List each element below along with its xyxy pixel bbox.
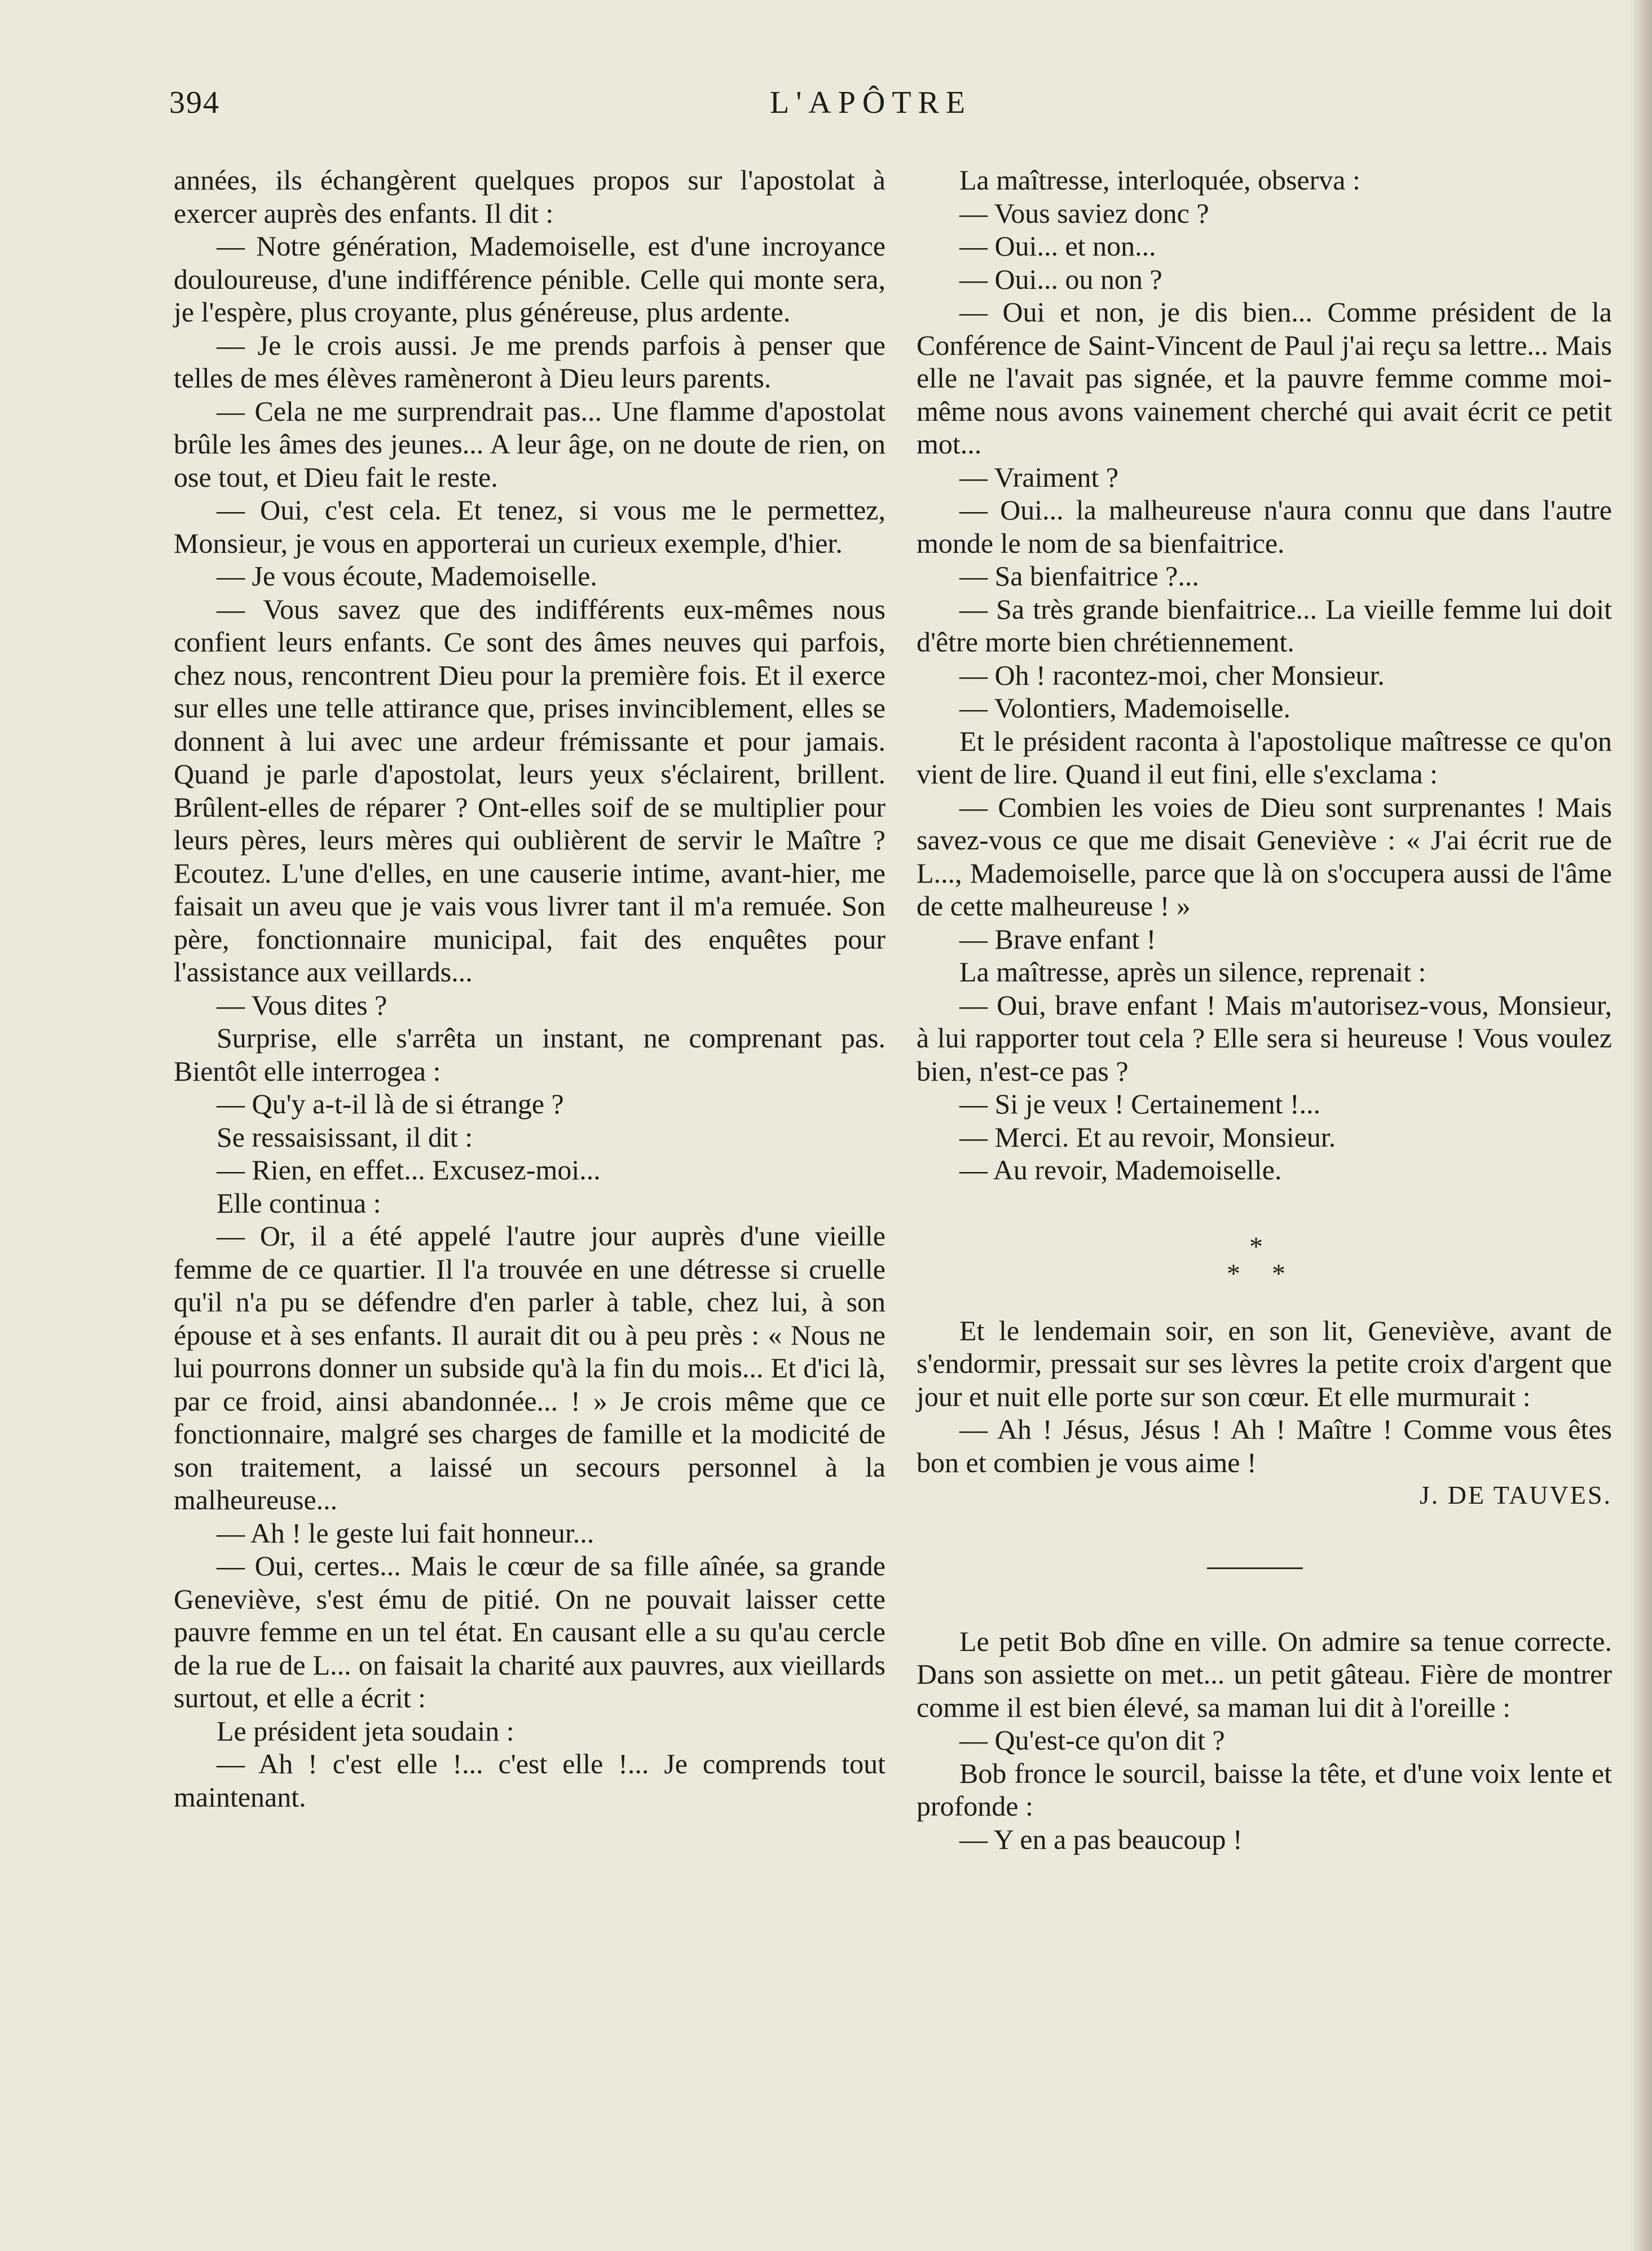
paragraph: — Vous saviez donc ? xyxy=(959,197,1209,229)
paragraph: années, ils échangèrent quelques propos sur l'apostolat à exercer auprès des enfants. Il dit : xyxy=(174,164,886,229)
running-title: L'APÔTRE xyxy=(770,85,972,120)
right-column xyxy=(917,164,1612,1856)
dialogue-section xyxy=(917,164,1612,1187)
paragraph: — Vous dites ? xyxy=(217,989,387,1021)
asterism-star: * xyxy=(1272,1258,1285,1289)
paragraph: — Oh ! racontez-moi, cher Monsieur. xyxy=(959,659,1385,691)
paragraph: — Au revoir, Mademoiselle. xyxy=(959,1154,1282,1186)
paragraph: — Qu'y a-t-il là de si étrange ? xyxy=(217,1088,564,1120)
asterism-star: * xyxy=(1227,1258,1240,1289)
paragraph: — Oui et non, je dis bien... Comme président de la Conférence de Saint-Vincent de Paul j'ai reçu sa lettre... Mais elle ne l'avait pas signée, et la pauvre femme comme moi-même nous avons vainement cherché qui avait écrit ce petit mot... xyxy=(917,296,1612,460)
paragraph: — Volontiers, Mademoiselle. xyxy=(959,692,1290,724)
paragraph: — Oui, certes... Mais le cœur de sa fille aînée, sa grande Geneviève, s'est ému de pitié. On ne pouvait laisser cette pauvre femme en un tel état. En causant elle a su qu'au cercle de la rue de L... on faisait la charité aux pauvres, aux vieillards surtout, et elle a écrit : xyxy=(174,1550,886,1713)
paragraph: — Notre génération, Mademoiselle, est d'une incroyance douloureuse, d'une indifférence pénible. Celle qui monte sera, je l'espère, plus croyante, plus généreuse, plus ardente. xyxy=(174,230,886,328)
paragraph: La maîtresse, après un silence, reprenait : xyxy=(959,956,1426,988)
paragraph: — Oui, c'est cela. Et tenez, si vous me le permettez, Monsieur, je vous en apporterai un curieux exemple, d'hier. xyxy=(174,494,886,559)
paragraph: — Je vous écoute, Mademoiselle. xyxy=(217,560,597,592)
paragraph: — Brave enfant ! xyxy=(959,923,1156,955)
paragraph: — Sa bienfaitrice ?... xyxy=(959,560,1199,592)
paragraph: — Oui... et non... xyxy=(959,230,1156,262)
paragraph: Surprise, elle s'arrêta un instant, ne comprenant pas. Bientôt elle interrogea : xyxy=(174,1022,886,1087)
paragraph: — Ah ! le geste lui fait honneur... xyxy=(217,1517,594,1549)
paragraph: Le petit Bob dîne en ville. On admire sa tenue correcte. Dans son assiette on met... un petit gâteau. Fière de montrer comme il est bien élevé, sa maman lui dit à l'oreille : xyxy=(917,1625,1612,1723)
paragraph: — Vous savez que des indifférents eux-mêmes nous confient leurs enfants. Ce sont des âmes neuves qui parfois, chez nous, rencontrent Dieu pour la première fois. Et il exerce sur elles une telle attirance que, prises invinciblement, elles se donnent à lui avec une ardeur frémissante et pour jamais. Quand je parle d'apostolat, leurs yeux s'éclairent, brillent. Brûlent-elles de réparer ? Ont-elles soif de se multiplier pour leurs pères, leurs mères qui oublièrent de servir le Maître ? Ecoutez. L'une d'elles, en une causerie intime, avant-hier, me faisait un aveu que je vais vous livrer tant il m'a remuée. Son père, fonctionnaire municipal, fait des enquêtes pour l'assistance aux veillards... xyxy=(174,593,886,988)
paragraph: — Cela ne me surprendrait pas... Une flamme d'apostolat brûle les âmes des jeunes... A leur âge, on ne doute de rien, on ose tout, et Dieu fait le reste. xyxy=(174,395,886,493)
paragraph: — Oui... la malheureuse n'aura connu que dans l'autre monde le nom de sa bienfaitrice. xyxy=(917,494,1612,559)
paragraph: Le président jeta soudain : xyxy=(217,1715,514,1747)
divider-line xyxy=(1207,1567,1303,1569)
paragraph: Se ressaisissant, il dit : xyxy=(217,1121,473,1153)
asterism-star: * xyxy=(1249,1231,1263,1262)
anecdote-section xyxy=(917,1625,1612,1856)
paragraph: — Je le crois aussi. Je me prends parfois à penser que telles de mes élèves ramèneront à Dieu leurs parents. xyxy=(174,329,886,394)
paragraph: — Vraiment ? xyxy=(959,461,1119,493)
paragraph: — Combien les voies de Dieu sont surprenantes ! Mais savez-vous ce que me disait Geneviève : « J'ai écrit rue de L..., Mademoiselle, parce que là on s'occupera aussi de l'âme de cette malheureuse ! » xyxy=(917,791,1612,922)
left-column xyxy=(174,164,886,1813)
paragraph: — Y en a pas beaucoup ! xyxy=(959,1823,1243,1855)
paragraph: — Si je veux ! Certainement !... xyxy=(959,1088,1321,1120)
paragraph: — Ah ! Jésus, Jésus ! Ah ! Maître ! Comme vous êtes bon et combien je vous aime ! xyxy=(917,1413,1612,1478)
paragraph: — Or, il a été appelé l'autre jour auprès d'une vieille femme de ce quartier. Il l'a trouvée en une détresse si cruelle qu'il n'a pu se défendre d'en parler à table, chez lui, à son épouse et à ses enfants. Il aurait dit ou à peu près : « Nous ne lui pourrons donner un subside qu'à la fin du mois... Et d'ici là, par ce froid, ainsi abandonnée... ! » Je crois même que ce fonctionnaire, malgré ses charges de famille et la modicité de son traitement, a laissé un secours personnel à la malheureuse... xyxy=(174,1220,886,1516)
page-number: 394 xyxy=(169,85,220,120)
page-edge-shadow xyxy=(1629,0,1652,2251)
paragraph: — Ah ! c'est elle !... c'est elle !... Je comprends tout maintenant. xyxy=(174,1748,886,1813)
paragraph: — Oui, brave enfant ! Mais m'autorisez-vous, Monsieur, à lui rapporter tout cela ? Elle sera si heureuse ! Vous voulez bien, n'est-ce pas ? xyxy=(917,989,1612,1087)
paragraph: Bob fronce le sourcil, baisse la tête, et d'une voix lente et profonde : xyxy=(917,1757,1612,1822)
paragraph: — Sa très grande bienfaitrice... La vieille femme lui doit d'être morte bien chrétiennement. xyxy=(917,593,1612,658)
asterism-separator xyxy=(917,1214,1612,1298)
paragraph: — Qu'est-ce qu'on dit ? xyxy=(959,1724,1225,1756)
paragraph: — Merci. Et au revoir, Monsieur. xyxy=(959,1121,1336,1153)
paragraph: Et le lendemain soir, en son lit, Geneviève, avant de s'endormir, pressait sur ses lèvres la petite croix d'argent que jour et nuit elle porte sur son cœur. Et elle murmurait : xyxy=(917,1314,1612,1412)
author-signature: J. DE TAUVES. xyxy=(1419,1481,1612,1509)
paragraph: — Rien, en effet... Excusez-moi... xyxy=(217,1154,601,1186)
section-divider xyxy=(917,1512,1612,1625)
page-header xyxy=(0,85,1652,135)
paragraph: — Oui... ou non ? xyxy=(959,263,1162,295)
paragraph: Elle continua : xyxy=(217,1187,381,1219)
paragraph: La maîtresse, interloquée, observa : xyxy=(959,164,1360,196)
ending-section xyxy=(917,1314,1612,1479)
paragraph: Et le président raconta à l'apostolique maîtresse ce qu'on vient de lire. Quand il eut fini, elle s'exclama : xyxy=(917,725,1612,790)
